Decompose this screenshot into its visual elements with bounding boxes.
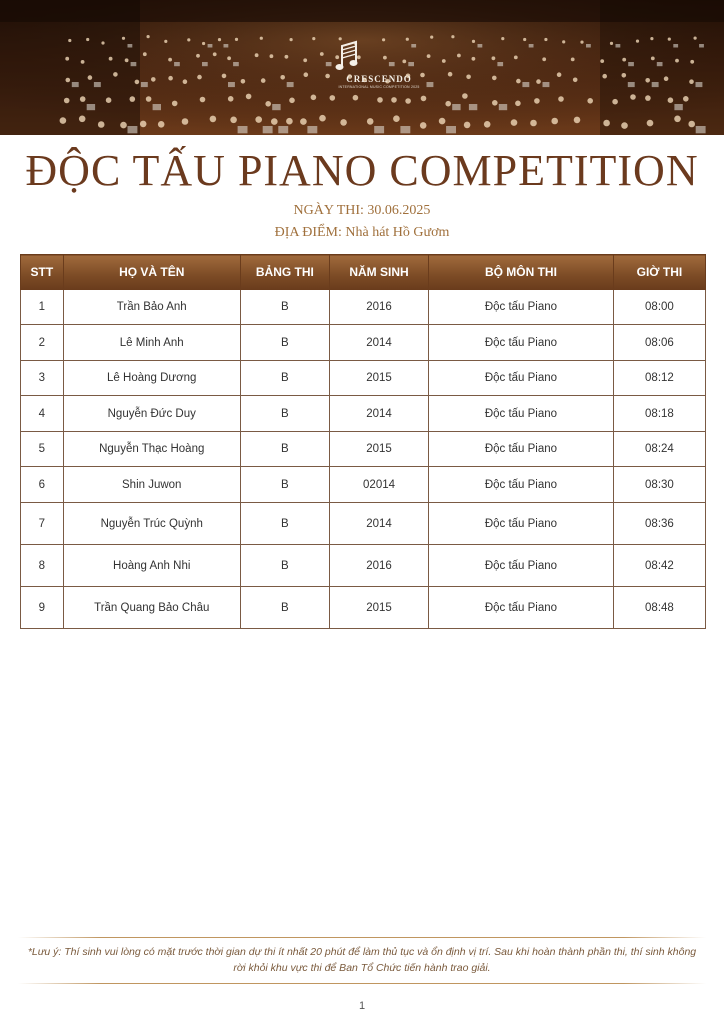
- page-title: ĐỘC TẤU PIANO COMPETITION: [25, 146, 699, 195]
- col-header-stt: STT: [21, 255, 64, 290]
- page-number: 1: [358, 1000, 366, 1012]
- cell-name: Lê Hoàng Dương: [63, 361, 240, 396]
- cell-birth-year: 2016: [330, 545, 429, 587]
- cell-name: Trần Bảo Anh: [63, 290, 240, 325]
- note-divider-top: [18, 937, 706, 938]
- exam-date: NGÀY THI: 30.06.2025: [293, 203, 431, 218]
- col-header-category: BỘ MÔN THI: [429, 255, 614, 290]
- table-row: [21, 432, 706, 467]
- logo-subtitle: INTERNATIONAL MUSIC COMPETITION 2025: [338, 85, 420, 89]
- col-header-birth-year: NĂM SINH: [330, 255, 429, 290]
- cell-birth-year: 2015: [330, 432, 429, 467]
- table-row: [21, 361, 706, 396]
- table-row: [21, 467, 706, 503]
- cell-name: Lê Minh Anh: [63, 325, 240, 361]
- col-header-time: GIỜ THI: [613, 255, 705, 290]
- cell-category: Độc tấu Piano: [429, 290, 614, 325]
- footnote: *Lưu ý: Thí sinh vui lòng có mặt trước thời gian dự thi ít nhất 20 phút để làm thủ tục và ổn định vị trí. Sau khi hoàn thành phần thi, thí sinh không rời khỏi khu vực thi để Ban Tổ Chức tiến hành trao giải.: [27, 946, 697, 974]
- cell-group: B: [240, 325, 329, 361]
- cell-stt: 8: [21, 545, 64, 587]
- cell-birth-year: 2014: [330, 503, 429, 545]
- cell-name: Hoàng Anh Nhi: [63, 545, 240, 587]
- cell-stt: 2: [21, 325, 64, 361]
- note-divider-bottom: [18, 983, 706, 984]
- orchestra-banner: [0, 0, 724, 135]
- cell-group: B: [240, 467, 329, 503]
- cell-time: 08:24: [613, 432, 705, 467]
- cell-name: Shin Juwon: [63, 467, 240, 503]
- cell-time: 08:18: [613, 396, 705, 432]
- cell-time: 08:30: [613, 467, 705, 503]
- col-header-name: HỌ VÀ TÊN: [63, 255, 240, 290]
- cell-time: 08:48: [613, 587, 705, 629]
- cell-group: B: [240, 432, 329, 467]
- cell-name: Nguyễn Đức Duy: [63, 396, 240, 432]
- cell-stt: 6: [21, 467, 64, 503]
- cell-stt: 5: [21, 432, 64, 467]
- table-row: [21, 396, 706, 432]
- cell-name: Trần Quang Bảo Châu: [63, 587, 240, 629]
- table-row: [21, 290, 706, 325]
- cell-group: B: [240, 503, 329, 545]
- cell-birth-year: 2014: [330, 396, 429, 432]
- col-header-group: BẢNG THI: [240, 255, 329, 290]
- exam-venue: ĐỊA ĐIỂM: Nhà hát Hồ Gươm: [274, 225, 450, 240]
- schedule-table: [20, 254, 706, 629]
- cell-birth-year: 2016: [330, 290, 429, 325]
- table-header-row: [21, 255, 706, 290]
- cell-time: 08:36: [613, 503, 705, 545]
- cell-birth-year: 02014: [330, 467, 429, 503]
- cell-category: Độc tấu Piano: [429, 545, 614, 587]
- cell-group: B: [240, 361, 329, 396]
- cell-name: Nguyễn Trúc Quỳnh: [63, 503, 240, 545]
- cell-group: B: [240, 545, 329, 587]
- cell-category: Độc tấu Piano: [429, 587, 614, 629]
- cell-birth-year: 2015: [330, 361, 429, 396]
- cell-category: Độc tấu Piano: [429, 503, 614, 545]
- cell-category: Độc tấu Piano: [429, 467, 614, 503]
- cell-stt: 7: [21, 503, 64, 545]
- cell-birth-year: 2015: [330, 587, 429, 629]
- cell-group: B: [240, 290, 329, 325]
- cell-time: 08:06: [613, 325, 705, 361]
- logo-text: CRESCENDO: [346, 74, 412, 84]
- music-note-icon: [334, 40, 360, 74]
- table-row: [21, 587, 706, 629]
- table-row: [21, 545, 706, 587]
- cell-stt: 3: [21, 361, 64, 396]
- cell-category: Độc tấu Piano: [429, 325, 614, 361]
- crescendo-logo: [334, 40, 424, 89]
- cell-stt: 4: [21, 396, 64, 432]
- cell-group: B: [240, 587, 329, 629]
- cell-group: B: [240, 396, 329, 432]
- table-row: [21, 325, 706, 361]
- cell-birth-year: 2014: [330, 325, 429, 361]
- cell-stt: 1: [21, 290, 64, 325]
- cell-category: Độc tấu Piano: [429, 361, 614, 396]
- cell-time: 08:12: [613, 361, 705, 396]
- cell-time: 08:00: [613, 290, 705, 325]
- table-row: [21, 503, 706, 545]
- cell-time: 08:42: [613, 545, 705, 587]
- cell-name: Nguyễn Thạc Hoàng: [63, 432, 240, 467]
- cell-category: Độc tấu Piano: [429, 396, 614, 432]
- cell-stt: 9: [21, 587, 64, 629]
- cell-category: Độc tấu Piano: [429, 432, 614, 467]
